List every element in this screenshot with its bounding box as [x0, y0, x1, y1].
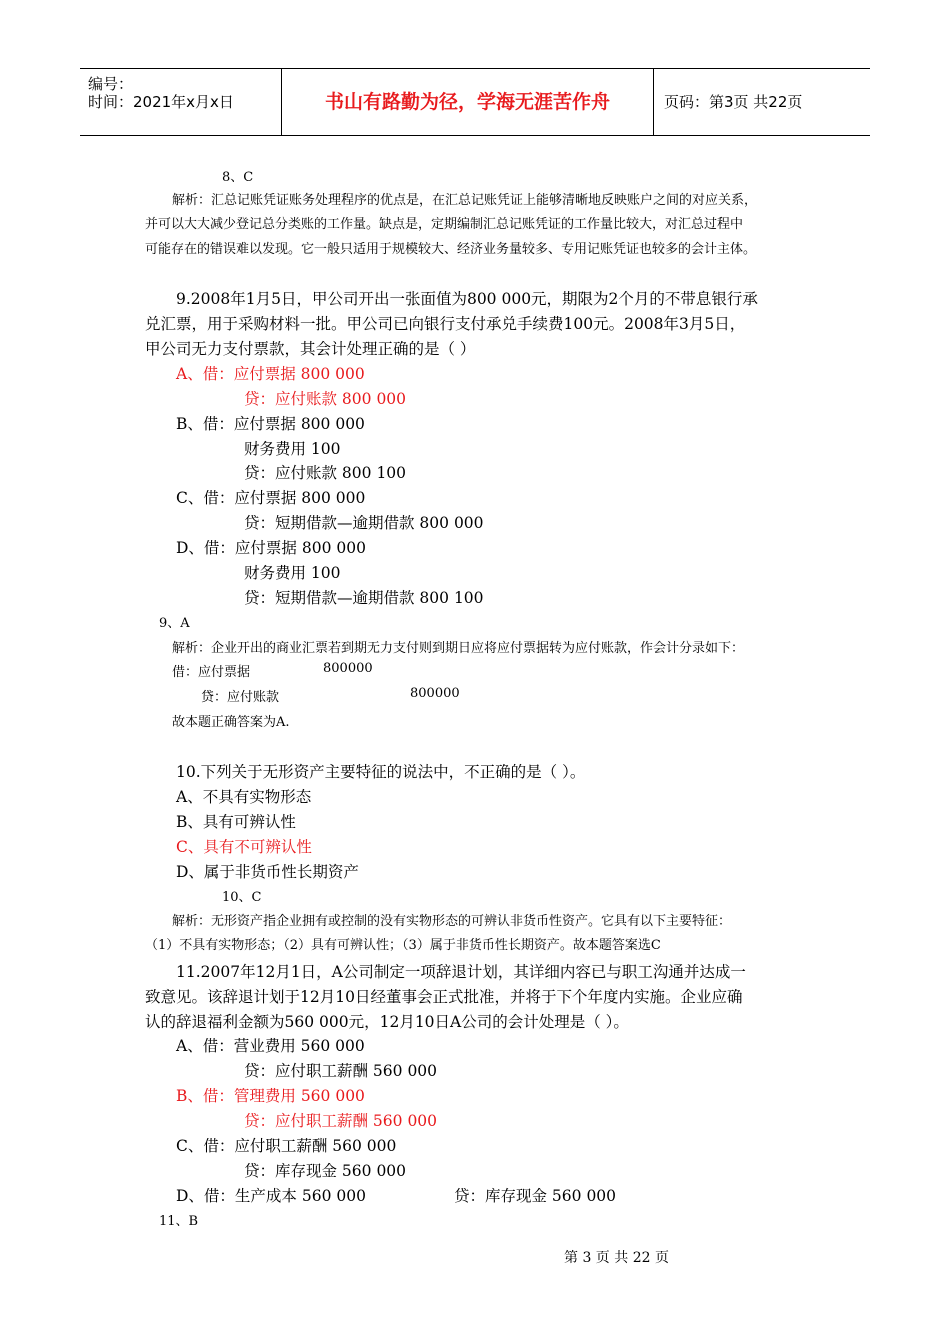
header-info-cell [80, 69, 282, 135]
q9-conclusion: 故本题正确答案为A. [172, 715, 290, 730]
q9-option-a-line-1: A、借：应付票据 800 000 [176, 365, 365, 383]
q10-option-a: A、不具有实物形态 [176, 788, 312, 806]
q9-answer: 9、A [159, 616, 190, 631]
q8-explanation-line-2: 并可以大大减少登记总分类账的工作量。缺点是，定期编制汇总记账凭证的工作量比较大，对汇总过程中 [145, 217, 744, 232]
q9-entry-credit-amount: 800000 [410, 686, 460, 701]
q10-option-d: D、属于非货币性长期资产 [176, 863, 359, 881]
q9-entry-debit-amount: 800000 [323, 661, 373, 676]
q9-option-b-line-1: B、借：应付票据 800 000 [176, 415, 365, 433]
q11-answer: 11、B [159, 1214, 199, 1229]
q8-explanation-line-3: 可能存在的错误难以发现。它一般只适用于规模较大、经济业务量较多、专用记账凭证也较多的会计主体。 [145, 242, 757, 257]
q9-option-c-line-2: 贷：短期借款—逾期借款 800 000 [244, 514, 484, 532]
q8-explanation-line-1: 解析：汇总记账凭证账务处理程序的优点是，在汇总记账凭证上能够清晰地反映账户之间的对应关系， [172, 193, 758, 208]
q11-option-c-line-2: 贷：库存现金 560 000 [244, 1162, 407, 1180]
q10-option-c: C、具有不可辨认性 [176, 838, 312, 856]
q9-entry-credit-label: 贷：应付账款 [201, 690, 280, 705]
q10-option-b: B、具有可辨认性 [176, 813, 296, 831]
number-label: 编号： [88, 75, 134, 93]
q11-stem-line-3: 认的辞退福利金额为560 000元，12月10日A公司的会计处理是（ ）。 [145, 1013, 629, 1031]
q9-stem-line-1: 9.2008年1月5日，甲公司开出一张面值为800 000元，期限为2个月的不带息银行承 [176, 290, 758, 308]
q10-answer: 10、C [222, 890, 262, 905]
q10-stem: 10.下列关于无形资产主要特征的说法中，不正确的是（ ）。 [176, 763, 586, 781]
q11-option-a-line-1: A、借：营业费用 560 000 [176, 1037, 365, 1055]
q9-explanation-line-1: 解析：企业开出的商业汇票若到期无力支付则到期日应将应付票据转为应付账款，作会计分录如下： [172, 641, 745, 656]
q11-option-b-line-1: B、借：管理费用 560 000 [176, 1087, 365, 1105]
q9-option-d-line-3: 贷：短期借款—逾期借款 800 100 [244, 589, 484, 607]
q9-option-d-line-1: D、借：应付票据 800 000 [176, 539, 366, 557]
page-footer-number: 第 3 页 共 22 页 [564, 1250, 669, 1266]
q10-explanation-line-1: 解析：无形资产指企业拥有或控制的没有实物形态的可辨认非货币性资产。它具有以下主要特征： [172, 914, 732, 929]
q8-answer: 8、C [222, 170, 254, 185]
q11-option-d-line-2: 贷：库存现金 560 000 [454, 1187, 617, 1205]
time-label: 时间：2021年x月x日 [88, 93, 234, 111]
q11-option-c-line-1: C、借：应付职工薪酬 560 000 [176, 1137, 397, 1155]
q9-option-a-line-2: 贷：应付账款 800 000 [244, 390, 407, 408]
q9-stem-line-2: 兑汇票，用于采购材料一批。甲公司已向银行支付承兑手续费100元。2008年3月5日， [145, 315, 746, 333]
q9-option-b-line-3: 贷：应付账款 800 100 [244, 464, 407, 482]
q11-option-d-line-1: D、借：生产成本 560 000 [176, 1187, 366, 1205]
q11-option-a-line-2: 贷：应付职工薪酬 560 000 [244, 1062, 438, 1080]
header-page-label: 页码：第3页 共22页 [664, 93, 803, 111]
q9-entry-debit-label: 借：应付票据 [172, 665, 251, 680]
q9-option-b-line-2: 财务费用 100 [244, 440, 341, 458]
q9-option-c-line-1: C、借：应付票据 800 000 [176, 489, 366, 507]
q11-stem-line-1: 11.2007年12月1日，A公司制定一项辞退计划，其详细内容已与职工沟通并达成一 [176, 963, 746, 981]
q9-option-d-line-2: 财务费用 100 [244, 564, 341, 582]
page-header [80, 68, 870, 136]
q10-explanation-line-2: （1）不具有实物形态；（2）具有可辨认性；（3）属于非货币性长期资产。故本题答案选C [145, 938, 661, 953]
q11-stem-line-2: 致意见。该辞退计划于12月10日经董事会正式批准，并将于下个年度内实施。企业应确 [145, 988, 743, 1006]
q9-stem-line-3: 甲公司无力支付票款，其会计处理正确的是（ ） [145, 340, 476, 358]
q11-option-b-line-2: 贷：应付职工薪酬 560 000 [244, 1112, 438, 1130]
header-motto: 书山有路勤为径，学海无涯苦作舟 [282, 69, 654, 135]
